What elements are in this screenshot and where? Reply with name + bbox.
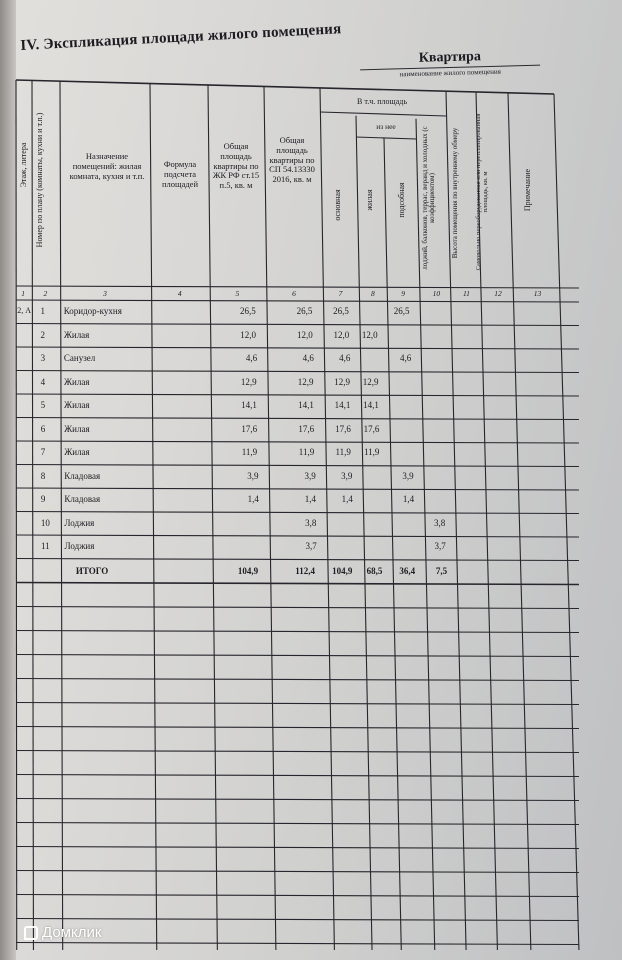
room-number: 11 [40,541,50,551]
area-zk-cell: 3,9 [247,470,259,481]
area-sp-cell: 3,9 [304,470,316,481]
column-number: 10 [432,289,441,298]
room-number: 3 [40,353,46,363]
header-floor: Этаж, литера [19,142,28,188]
room-number: 5 [40,400,46,410]
living-area-cell: 12,0 [361,329,378,340]
living-area-cell: 11,9 [364,447,380,457]
header-room-no: Номер по плану (комнаты, кухни и т.п.) [35,112,44,248]
area-sp-cell: 14,1 [298,400,314,410]
area-sp-cell: 11,9 [298,447,315,457]
area-zk-cell: 11,9 [241,447,258,457]
header-aux: подсобная [397,182,406,218]
total-area-sp-cell: 112,4 [295,565,315,576]
area-zk-cell: 17,6 [241,423,258,434]
living-area-cell: 12,9 [362,376,379,387]
header-purpose: Назначение помещений: жилая комната, кухня и т.п. [69,151,145,181]
room-name: Жилая [64,400,90,410]
area-zk-cell: 26,5 [239,306,256,316]
floor-label: 2, А [17,306,31,315]
header-area-sp: Общая площадь квартиры по СП 54.13330 2016, кв. м [269,135,315,185]
area-sp-cell: 12,0 [297,329,313,340]
main-area-cell: 12,0 [333,329,350,340]
header-of-which: из нее [376,122,396,131]
header-unauth: Самовольно переоборудованная или перепланированная площадь, кв. м [475,113,489,271]
header-note: Примечание [523,168,532,212]
column-number: 12 [494,289,502,298]
column-number: 1 [21,289,25,298]
premises-type-value: Квартира [360,48,540,71]
area-zk-cell: 12,9 [240,376,257,387]
column-number: 5 [235,289,240,298]
aux-area-cell: 4,6 [399,353,412,363]
column-number: 2 [43,289,48,298]
area-sp-cell: 26,5 [296,306,313,316]
main-area-cell: 1,4 [341,494,353,504]
watermark-text: Домклик [42,924,102,941]
column-number: 9 [401,289,406,298]
column-number: 7 [338,289,343,298]
living-area-cell: 17,6 [363,423,380,434]
room-name: Жилая [64,423,90,434]
column-number: 3 [103,289,107,298]
total-main-area-cell: 104,9 [332,565,353,576]
main-area-cell: 14,1 [334,400,351,410]
area-zk-cell: 1,4 [247,494,259,504]
header-living: жилая [365,189,374,211]
column-number: 13 [533,289,542,298]
room-number: 7 [40,447,46,457]
header-height: Высота помещения по внутреннему обмеру [451,127,459,259]
area-sp-cell: 3,7 [305,541,317,551]
column-number: 8 [370,289,375,298]
main-area-cell: 26,5 [333,306,349,316]
aux-area-cell: 26,5 [393,306,410,316]
area-sp-cell: 3,8 [305,517,317,528]
column-number: 11 [462,289,470,298]
main-area-cell: 4,6 [339,353,351,363]
area-zk-cell: 12,0 [240,329,257,340]
aux-area-cell: 3,9 [402,470,414,481]
area-sp-cell: 1,4 [304,494,317,504]
document-title: IV. Экспликация площади жилого помещения [20,21,342,54]
room-number: 10 [40,517,50,528]
total-balcony-area-cell: 7,5 [435,565,448,576]
total-label: ИТОГО [75,565,109,576]
column-number: 4 [177,289,182,298]
watermark [24,924,101,941]
total-aux-area-cell: 36,4 [399,565,416,576]
room-number: 2 [40,329,46,340]
header-balcony: лоджий, балконов, террас, веранд и холодных (с коэффициентом) [421,126,437,270]
premises-type-caption: наименование жилого помещения [399,67,502,79]
room-name: Жилая [64,447,90,457]
area-zk-cell: 4,6 [245,353,258,363]
living-area-cell: 14,1 [363,400,379,410]
room-name: Коридор-кухня [63,306,122,316]
area-sp-cell: 12,9 [297,376,314,387]
header-area-zk: Общая площадь квартиры по ЖК РФ ст.15 п.5, кв. м [212,141,260,191]
balcony-area-cell: 3,8 [434,517,446,528]
room-number: 1 [40,306,45,316]
header-incl-group: В т.ч. площадь [357,97,407,106]
header-formula: Формула подсчета площадей [161,159,198,189]
house-logo-icon [24,926,38,940]
room-name: Лоджия [64,517,95,528]
main-area-cell: 3,9 [341,470,353,481]
main-area-cell: 12,9 [334,376,351,387]
balcony-area-cell: 3,7 [434,541,446,551]
room-name: Жилая [63,376,90,387]
area-zk-cell: 14,1 [241,400,257,410]
main-area-cell: 17,6 [335,423,351,434]
room-number: 9 [40,494,46,504]
room-number: 8 [40,470,46,481]
room-name: Кладовая [64,494,101,504]
main-area-cell: 11,9 [335,447,351,457]
column-number: 6 [292,289,296,298]
area-sp-cell: 17,6 [298,423,315,434]
area-sp-cell: 4,6 [302,353,314,363]
room-number: 6 [40,423,46,434]
room-name: Жилая [63,329,90,340]
aux-area-cell: 1,4 [402,494,415,504]
room-name: Лоджия [64,541,95,551]
room-name: Кладовая [64,470,101,481]
total-area-zk-cell: 104,9 [237,565,259,576]
room-name: Санузел [63,353,96,363]
room-number: 4 [40,376,46,387]
total-living-area-cell: 68,5 [366,565,383,576]
header-main: основная [333,189,342,221]
